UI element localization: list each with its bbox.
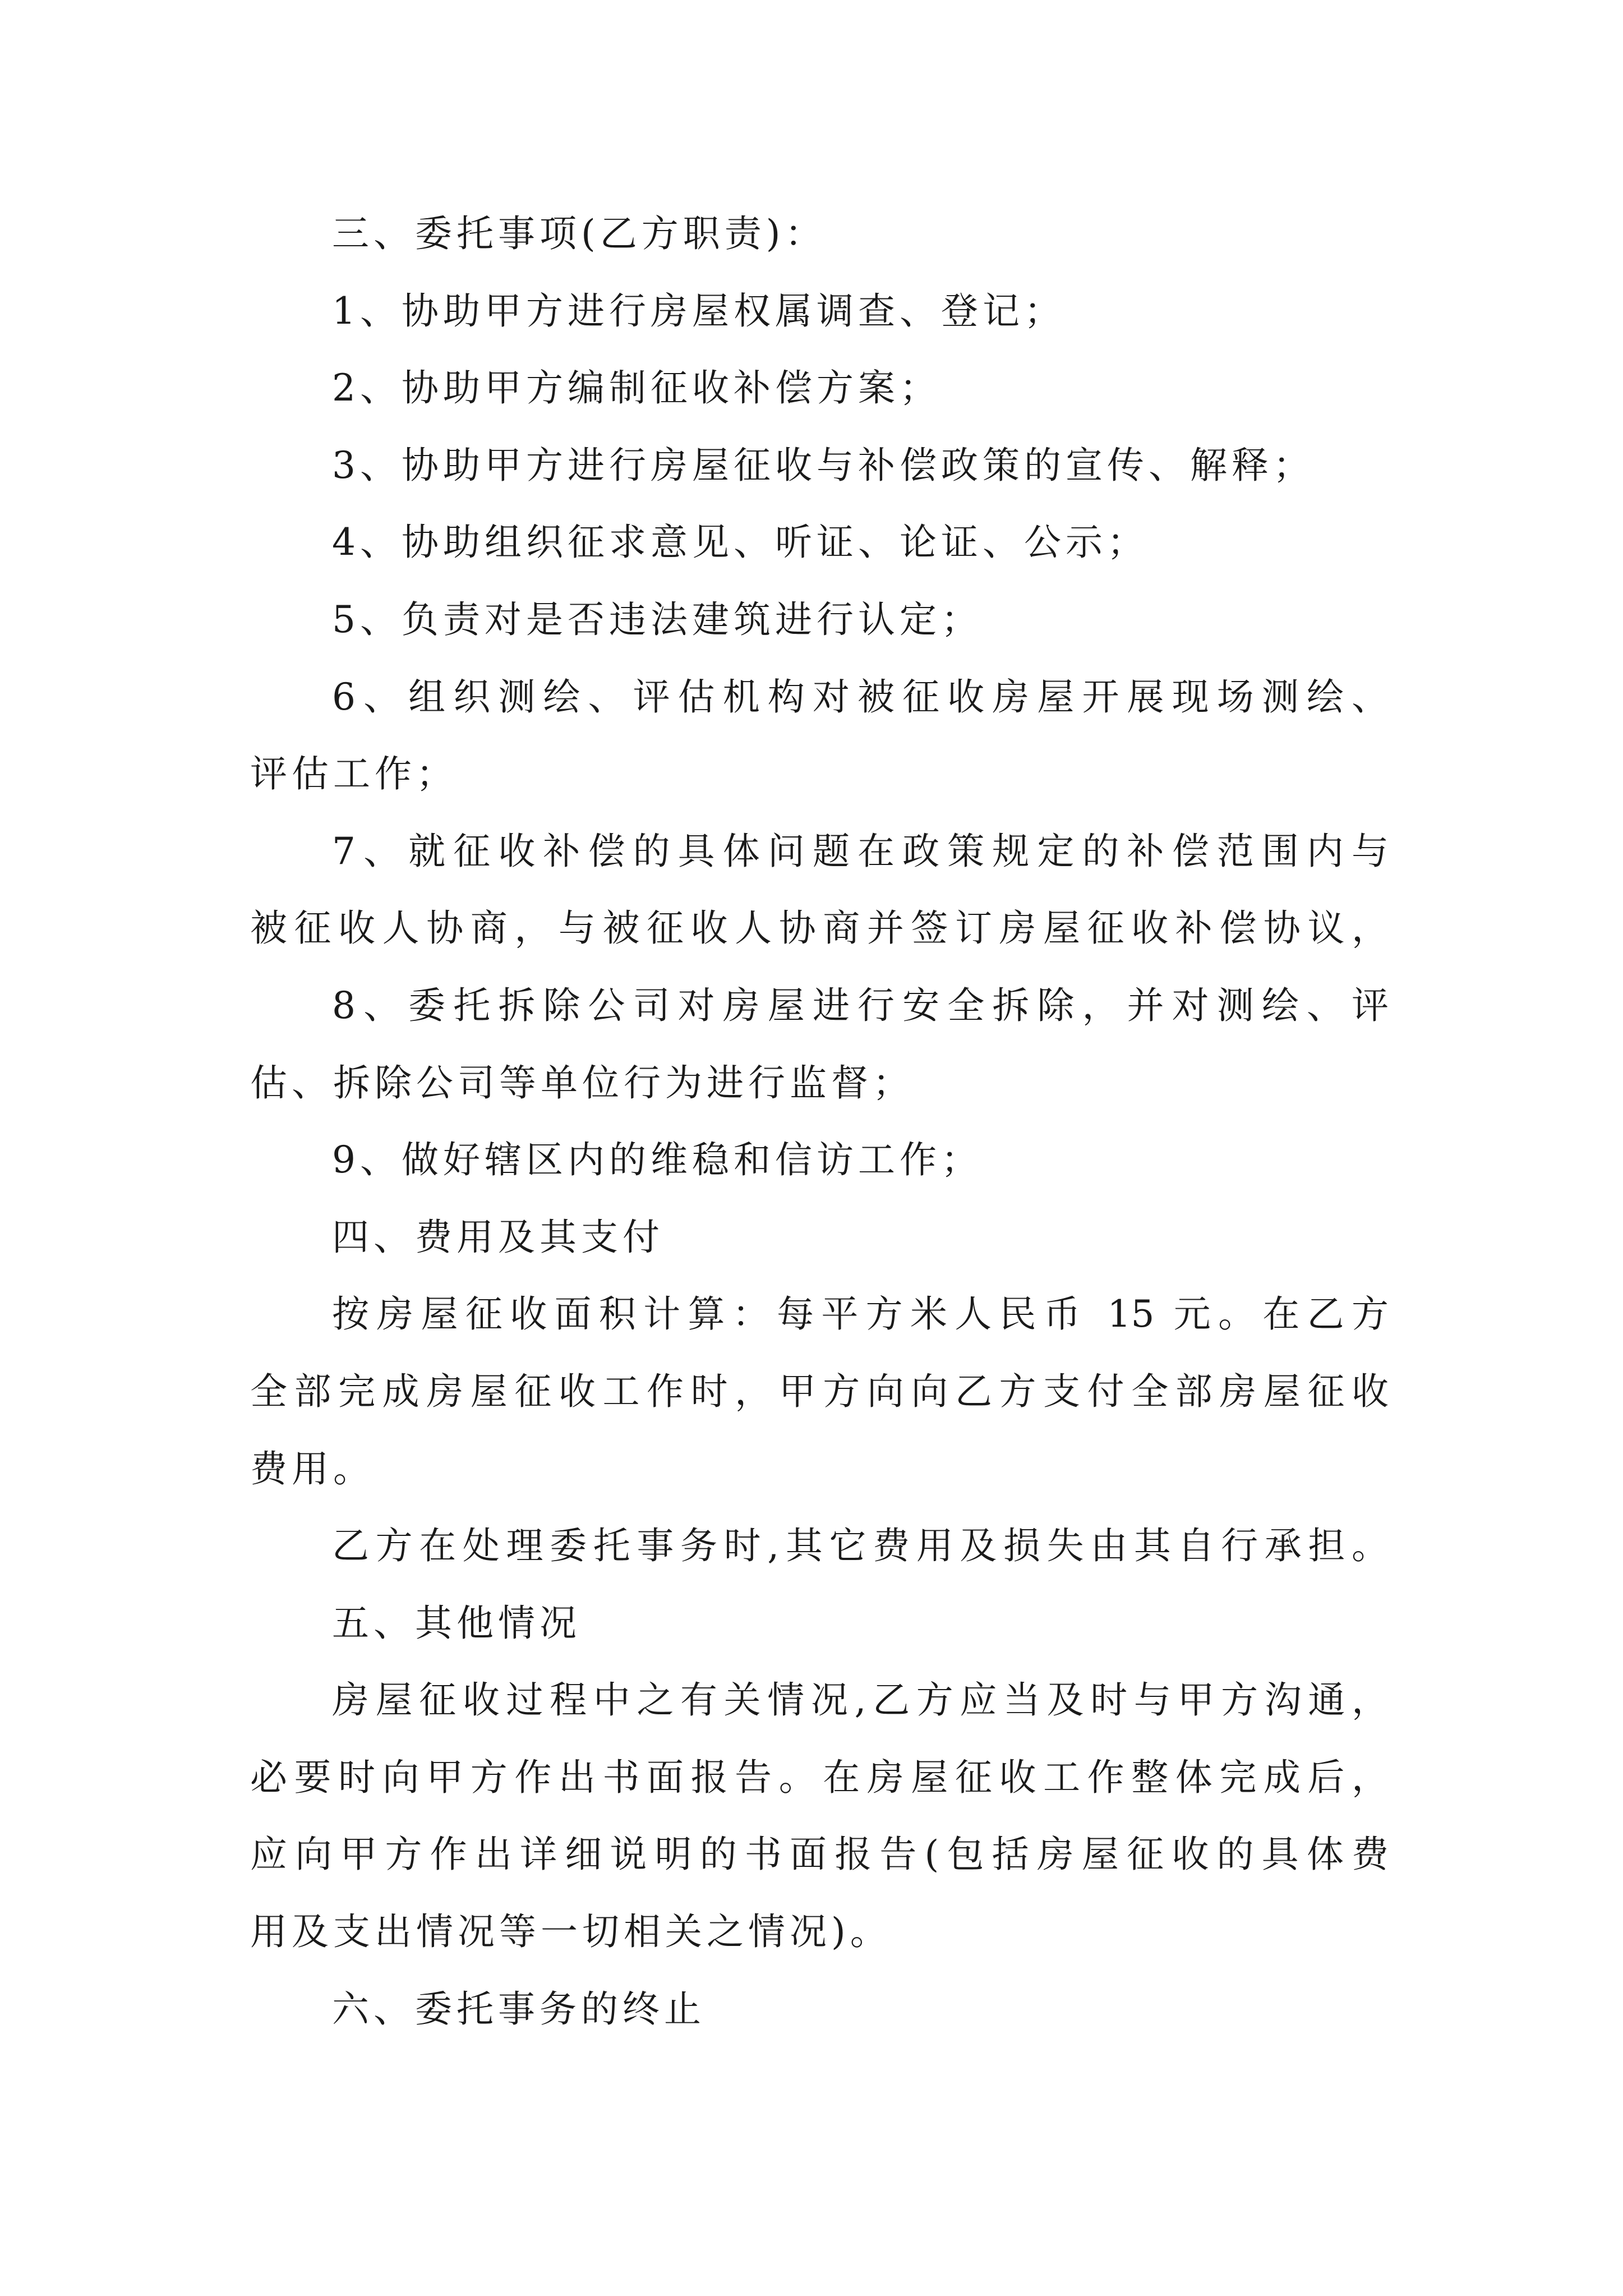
- document-body: [250, 211, 1389, 2063]
- section-heading-other: 五、其他情况: [332, 1601, 581, 1645]
- section-heading-entrusted-matters: 三、委托事项(乙方职责)：: [332, 212, 827, 255]
- list-item-7-line-2: 被征收人协商，与被征收人协商并签订房屋征收补偿协议，: [250, 907, 1389, 950]
- list-item-2: 2、协助甲方编制征收补偿方案；: [332, 366, 941, 410]
- list-item-1: 1、协助甲方进行房屋权属调查、登记；: [332, 289, 1066, 333]
- other-costs-paragraph: 乙方在处理委托事务时,其它费用及损失由其自行承担。: [332, 1524, 1389, 1568]
- section-heading-fees: 四、费用及其支付: [332, 1215, 664, 1259]
- other-paragraph-line-3: 应向甲方作出详细说明的书面报告(包括房屋征收的具体费: [250, 1833, 1389, 1876]
- fees-paragraph-line-1: 按房屋征收面积计算：每平方米人民币 15 元。在乙方: [332, 1292, 1389, 1336]
- list-item-4: 4、协助组织征求意见、听证、论证、公示；: [332, 521, 1149, 564]
- list-item-7-line-1: 7、就征收补偿的具体问题在政策规定的补偿范围内与: [332, 829, 1389, 873]
- list-item-8-line-2: 估、拆除公司等单位行为进行监督；: [250, 1061, 914, 1105]
- other-paragraph-line-2: 必要时向甲方作出书面报告。在房屋征收工作整体完成后，: [250, 1755, 1389, 1799]
- list-item-8-line-1: 8、委托拆除公司对房屋进行安全拆除，并对测绘、评: [332, 983, 1389, 1027]
- other-paragraph-line-1: 房屋征收过程中之有关情况,乙方应当及时与甲方沟通，: [332, 1678, 1389, 1722]
- list-item-3: 3、协助甲方进行房屋征收与补偿政策的宣传、解释；: [332, 443, 1315, 487]
- other-paragraph-line-4: 用及支出情况等一切相关之情况)。: [250, 1910, 892, 1954]
- list-item-9: 9、做好辖区内的维稳和信访工作；: [332, 1138, 983, 1182]
- section-heading-termination: 六、委托事务的终止: [332, 1987, 706, 2031]
- list-item-6-line-2: 评估工作；: [250, 752, 458, 796]
- fees-paragraph-line-3: 费用。: [250, 1447, 375, 1490]
- fees-paragraph-line-2: 全部完成房屋征收工作时，甲方向向乙方支付全部房屋征收: [250, 1369, 1389, 1413]
- list-item-5: 5、负责对是否违法建筑进行认定；: [332, 597, 983, 641]
- list-item-6-line-1: 6、组织测绘、评估机构对被征收房屋开展现场测绘、: [332, 675, 1389, 719]
